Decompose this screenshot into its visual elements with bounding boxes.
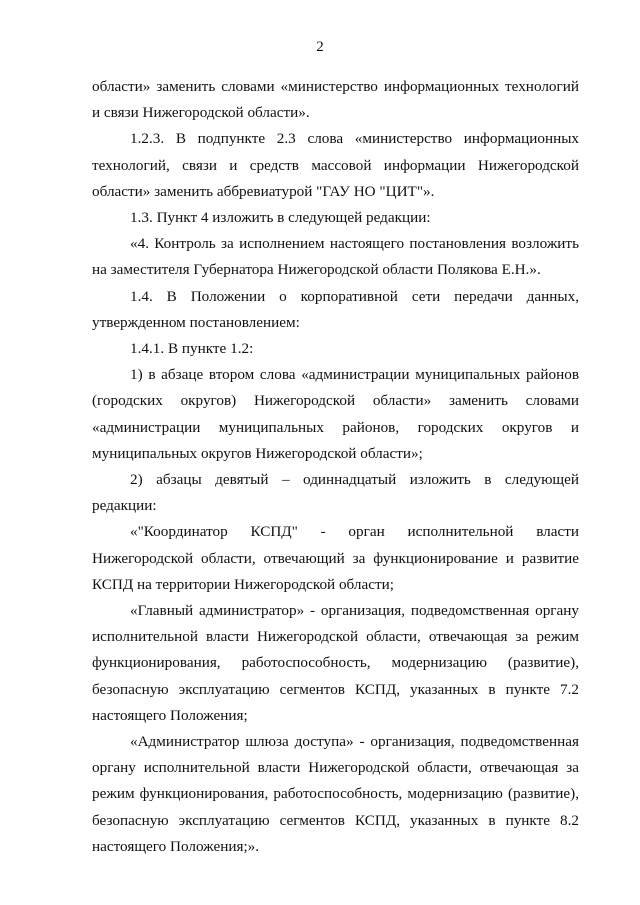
paragraph-1-2-3: 1.2.3. В подпункте 2.3 слова «министерство информационных технологий, связи и средств массовой информации Нижегородской области» заменить аббревиатурой "ГАУ НО "ЦИТ"». (92, 130, 579, 200)
paragraph-point-4: «4. Контроль за исполнением настоящего постановления возложить на заместителя Губернатора Нижегородской области Полякова Е.Н.». (92, 235, 579, 279)
paragraph-gateway-admin: «Администратор шлюза доступа» - организация, подведомственная органу исполнительной власти Нижегородской области, отвечающая за режим функционирования, работоспособность, модернизацию (развитие), безопасную эксплуатацию сегментов КСПД, указанных в пункте 8.2 настоящего Положения;». (92, 733, 579, 855)
paragraph-coordinator: «"Координатор КСПД" - орган исполнительной власти Нижегородской области, отвечающий за функционирование и развитие КСПД на территории Нижегородской области; (92, 523, 579, 593)
document-body (92, 74, 579, 860)
paragraph-item-1: 1) в абзаце втором слова «администрации муниципальных районов (городских округов) Нижегородской области» заменить словами «администрации муниципальных районов, городских округов и муниципальных округов Нижегородской области»; (92, 366, 579, 462)
paragraph-1-3: 1.3. Пункт 4 изложить в следующей редакции: (130, 209, 431, 227)
paragraph-1-4: 1.4. В Положении о корпоративной сети передачи данных, утвержденном постановлением: (92, 287, 579, 331)
paragraph-1-4-1: 1.4.1. В пункте 1.2: (130, 340, 254, 358)
paragraph-item-2: 2) абзацы девятый – одиннадцатый изложить в следующей редакции: (92, 471, 579, 515)
paragraph-continuation: области» заменить словами «министерство информационных технологий и связи Нижегородской области». (92, 78, 579, 122)
paragraph-main-admin: «Главный администратор» - организация, подведомственная органу исполнительной власти Нижегородской области, отвечающая за режим функционирования, работоспособность, модернизацию (развитие), безопасную эксплуатацию сегментов КСПД, указанных в пункте 7.2 настоящего Положения; (92, 602, 579, 724)
page-number: 2 (316, 39, 324, 55)
